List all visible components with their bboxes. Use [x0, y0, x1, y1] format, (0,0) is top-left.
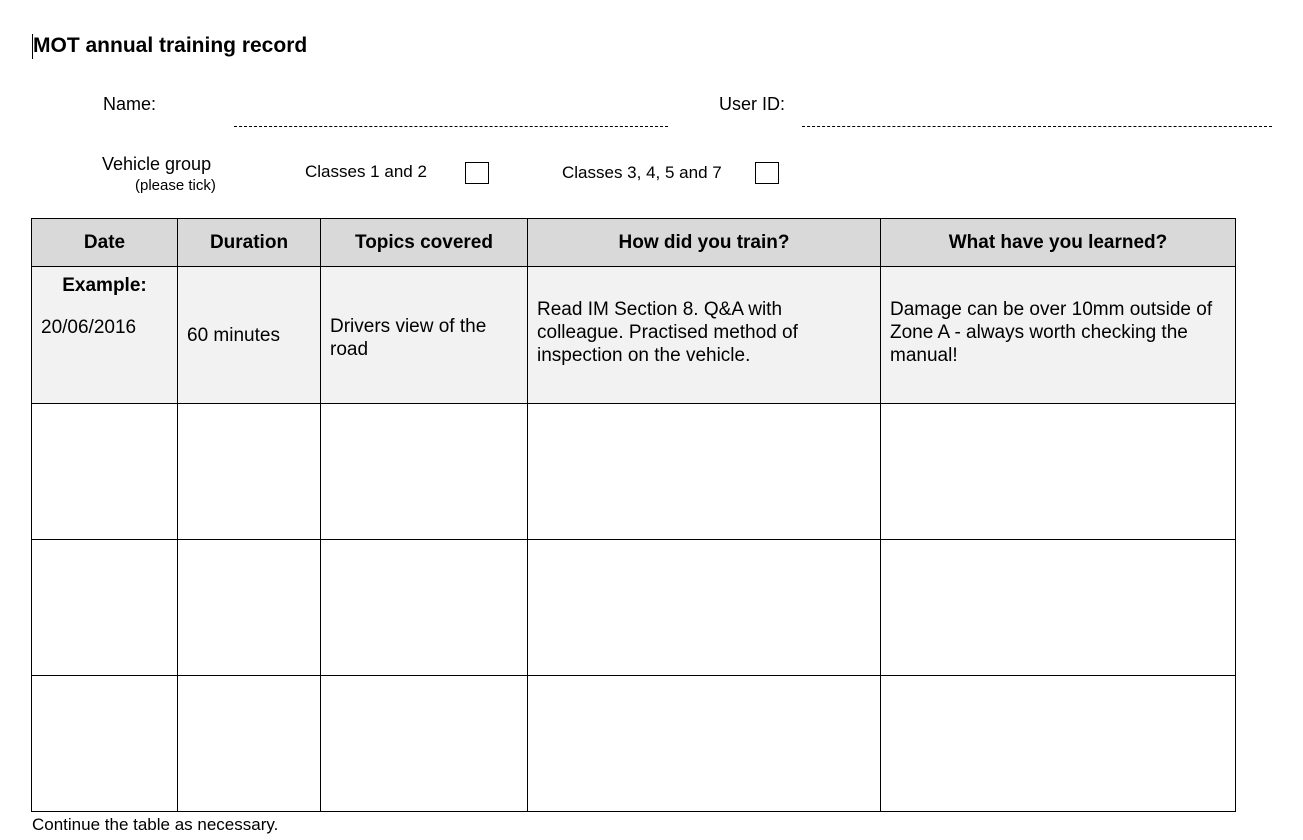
duration-cell[interactable]	[178, 540, 321, 676]
table-row	[32, 676, 1236, 812]
training-table	[31, 218, 1236, 812]
header-date: Date	[32, 219, 178, 267]
table-row	[32, 404, 1236, 540]
example-label: Example:	[62, 275, 147, 296]
vehicle-group-hint: (please tick)	[135, 177, 216, 194]
class-3-4-5-7-checkbox[interactable]	[755, 162, 779, 184]
learned-cell[interactable]	[881, 404, 1236, 540]
header-duration: Duration	[178, 219, 321, 267]
topics-cell[interactable]	[321, 540, 528, 676]
table-header-row	[32, 219, 1236, 267]
date-cell[interactable]	[32, 540, 178, 676]
example-duration: 60 minutes	[187, 324, 280, 346]
example-how-cell	[528, 267, 881, 404]
topics-cell[interactable]	[321, 404, 528, 540]
table-row	[32, 540, 1236, 676]
topics-cell[interactable]	[321, 676, 528, 812]
example-row	[32, 267, 1236, 404]
header-topics: Topics covered	[321, 219, 528, 267]
duration-cell[interactable]	[178, 404, 321, 540]
how-cell[interactable]	[528, 540, 881, 676]
name-field[interactable]	[234, 126, 668, 127]
class-1-2-checkbox[interactable]	[465, 162, 489, 184]
example-topics-cell	[321, 267, 528, 404]
example-learned: Damage can be over 10mm outside of Zone A - always worth checking the manual!	[890, 298, 1213, 366]
class-3-4-5-7-label: Classes 3, 4, 5 and 7	[562, 163, 722, 182]
duration-cell[interactable]	[178, 676, 321, 812]
date-cell[interactable]	[32, 404, 178, 540]
learned-cell[interactable]	[881, 676, 1236, 812]
user-id-field[interactable]	[802, 126, 1272, 127]
how-cell[interactable]	[528, 404, 881, 540]
page-title: MOT annual training record	[33, 34, 308, 57]
class-1-2-label: Classes 1 and 2	[305, 162, 427, 181]
example-date: 20/06/2016	[41, 317, 137, 338]
example-date-cell	[32, 267, 178, 404]
example-duration-cell	[178, 267, 321, 404]
footnote: Continue the table as necessary.	[32, 815, 279, 834]
date-cell[interactable]	[32, 676, 178, 812]
example-how: Read IM Section 8. Q&A with colleague. Practised method of inspection on the vehicle.	[537, 298, 798, 366]
example-learned-cell	[881, 267, 1236, 404]
how-cell[interactable]	[528, 676, 881, 812]
header-how-trained: How did you train?	[528, 219, 881, 267]
vehicle-group-label: Vehicle group	[102, 154, 212, 174]
learned-cell[interactable]	[881, 540, 1236, 676]
header-learned: What have you learned?	[881, 219, 1236, 267]
name-label: Name:	[103, 94, 157, 114]
user-id-label: User ID:	[719, 94, 786, 114]
example-topics: Drivers view of the road	[330, 316, 487, 360]
